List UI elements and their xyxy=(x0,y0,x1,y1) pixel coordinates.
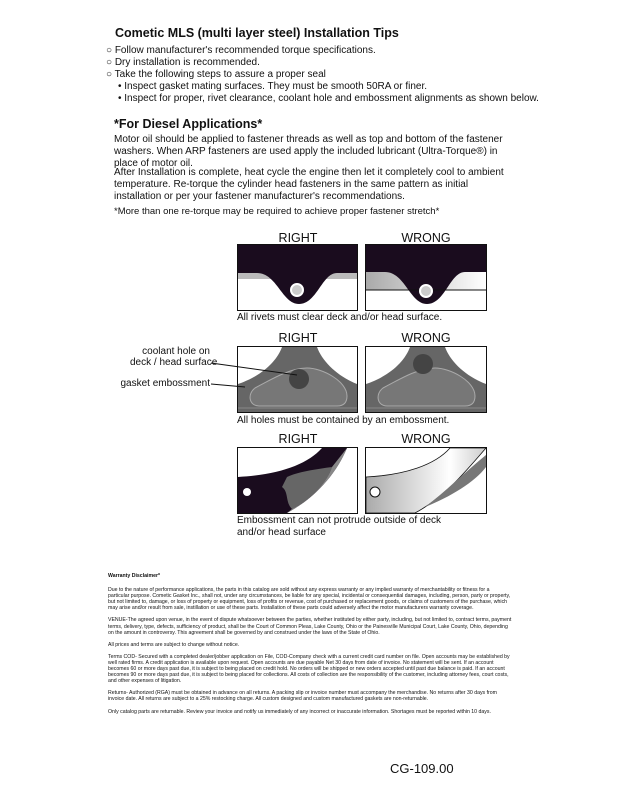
right-label: RIGHT xyxy=(278,331,318,345)
callout-leader-lines xyxy=(205,355,305,400)
tip-text: Take the following steps to assure a proper seal xyxy=(114,69,326,80)
right-label: RIGHT xyxy=(278,432,318,446)
tip-text: Follow manufacturer's recommended torque specifications. xyxy=(114,45,376,56)
caption-rivets: All rivets must clear deck and/or head surface. xyxy=(237,312,443,323)
sub-tip-text: Inspect gasket mating surfaces. They must be smooth 50RA or finer. xyxy=(124,81,428,92)
wrong-label: WRONG xyxy=(401,432,451,446)
diesel-note: *More than one re-torque may be required to achieve proper fastener stretch* xyxy=(114,206,440,217)
warranty-heading: Warranty Disclaimer* xyxy=(108,573,160,579)
warranty-paragraph: Due to the nature of performance applications, the parts in this catalog are sold without any express warranty or any implied warranty of merchantability or fitness for a particular purpose. Cometic Gasket Inc., shall not, under any circumstances, be liable for any special, incidental or consequential damages, including, person, party or property, but not limited to, damage, or loss of property or equipment, loss of profits or revenue, cost of purchased or replacement goods, or claims of customers of the purchase, which may arise and/or result from sale, instillation or use of these parts. Installation of these parts could adversely affect the motor manufacturers warranty coverage. xyxy=(108,587,511,612)
sub-tip-item: • Inspect for proper, rivet clearance, coolant hole and embossment alignments as shown below. xyxy=(118,93,539,104)
prices-paragraph: All prices and terms are subject to change without notice. xyxy=(108,641,240,648)
caption-holes: All holes must be contained by an embossment. xyxy=(237,415,450,426)
tip-item: ○ Follow manufacturer's recommended torque specifications. xyxy=(106,45,376,56)
hole-wrong-diagram xyxy=(365,346,487,413)
sub-tip-item: • Inspect gasket mating surfaces. They must be smooth 50RA or finer. xyxy=(118,81,428,92)
callout-text: deck / head surface xyxy=(130,357,218,368)
warranty-disclaimer xyxy=(108,573,512,721)
caption-embossment-2: and/or head surface xyxy=(237,527,326,538)
rivet-right-diagram xyxy=(237,244,358,311)
embossment-right-diagram xyxy=(237,447,358,514)
right-label: RIGHT xyxy=(278,231,318,245)
page-title: Cometic MLS (multi layer steel) Installation Tips xyxy=(115,26,399,40)
embossment-wrong-diagram xyxy=(365,447,487,514)
diesel-paragraph: Motor oil should be applied to fastener threads as well as top and bottom of the fastener washers. When ARP fasteners are used apply the included lubricant (Ultra-Torque®) in place of motor oil. xyxy=(114,134,503,169)
callout-text: coolant hole on xyxy=(142,346,210,357)
sub-tip-text: Inspect for proper, rivet clearance, coolant hole and embossment alignments as shown below. xyxy=(124,93,539,104)
tip-item: ○ Dry installation is recommended. xyxy=(106,57,260,68)
tip-text: Dry installation is recommended. xyxy=(114,57,260,68)
wrong-label: WRONG xyxy=(401,331,451,345)
terms-paragraph: Terms COD- Secured with a completed dealer/jobber application on File, COD-Company check with a current credit card number on file. Open accounts may be established by well rated firms. A credit application is available upon request. Open accounts are due payable Net 30 days from date of invoice. No statement will be sent. If an account becomes 60 or more days past due, it is subject to being placed on credit hold. No orders will be shipped or new orders accepted until past due balance is paid. If an account becomes 90 or more days past due, it is subject to being placed for collections. All costs of collection are the responsibility of the customer, including attorney fees, court costs, and other expenses of litigation. xyxy=(108,653,510,685)
rivet-wrong-diagram xyxy=(365,244,487,311)
returns-paragraph: Returns- Authorized (RGA) must be obtained in advance on all returns. A packing slip or invoice number must accompany the merchandise. No returns after 30 days from invoice date. All returns are subject to a 25% restocking charge. All custom designed and custom manufactured gaskets are non-returnable. xyxy=(108,690,497,703)
venue-paragraph: VENUE-The agreed upon venue, in the event of dispute whatsoever between the parties, whether instituted by either party, including, but not limited to, contract terms, payment terms, delivery, type, defects, sufficiency of product, shall be the Court of Common Pleas, Lake County, Ohio or the Painesville Municipal Court, Lake County, Ohio, depending on the amount in controversy. This agreement shall be governed by and construed under the laws of the State of Ohio. xyxy=(108,617,512,636)
wrong-label: WRONG xyxy=(401,231,451,245)
caption-embossment-1: Embossment can not protrude outside of deck xyxy=(237,515,442,526)
catalog-page-code: CG-109.00 xyxy=(390,761,454,776)
callout-coolant-hole xyxy=(130,346,218,368)
tip-item: ○ Take the following steps to assure a proper seal xyxy=(106,69,326,80)
diesel-heading: *For Diesel Applications* xyxy=(114,117,263,131)
catalog-parts-paragraph: Only catalog parts are returnable. Review your invoice and notify us immediately of any incorrect or inaccurate information. Shortages must be reported within 10 days. xyxy=(108,708,491,715)
callout-gasket-embossment: gasket embossment xyxy=(120,378,210,389)
diesel-paragraph: After Installation is complete, heat cycle the engine then let it completely cool to ambient temperature. Re-torque the cylinder head fasteners in the same pattern as initial installation or per your fastener manufacturer's recommendations. xyxy=(114,167,504,202)
